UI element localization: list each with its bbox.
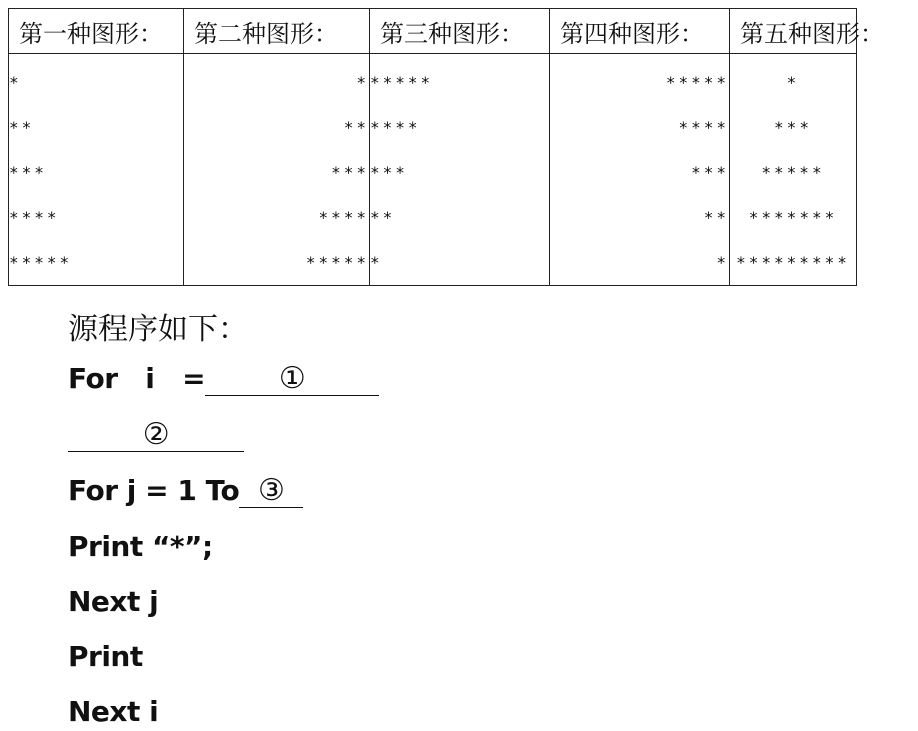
pattern-line: * xyxy=(786,73,800,92)
code-line-next-j: Next j xyxy=(68,585,159,618)
pattern-line: *** xyxy=(9,163,47,182)
header-pattern-5: 第五种图形： xyxy=(730,9,857,54)
code-line-for-i xyxy=(68,362,379,396)
header-pattern-1: 第一种图形： xyxy=(9,9,184,54)
pattern-line: ***** xyxy=(9,253,73,272)
star-pattern-table xyxy=(8,8,884,286)
pattern-line: *** xyxy=(691,163,729,182)
pattern-1-cell xyxy=(9,54,184,286)
pattern-line: ***** xyxy=(665,73,729,92)
code-line-blank-2 xyxy=(68,418,244,452)
code-text: For i = xyxy=(68,362,206,395)
table-pattern-row xyxy=(9,54,857,286)
answer-blank-3[interactable]: ③ xyxy=(239,475,303,508)
pattern-line: **** xyxy=(9,208,60,227)
pattern-5-cell xyxy=(730,54,857,286)
pattern-line: ** xyxy=(370,208,396,227)
pattern-line: ** xyxy=(703,208,729,227)
pattern-line: *** xyxy=(331,163,369,182)
answer-blank-1[interactable]: ① xyxy=(205,363,379,396)
pattern-4-cell xyxy=(550,54,730,286)
table-header-row xyxy=(9,9,857,54)
pattern-2-cell xyxy=(184,54,370,286)
code-line-print: Print xyxy=(68,640,143,673)
code-line-for-j xyxy=(68,474,303,508)
pattern-line: *** xyxy=(370,163,408,182)
code-text: For j = 1 To xyxy=(68,474,240,507)
header-pattern-4: 第四种图形： xyxy=(550,9,730,54)
answer-blank-2[interactable]: ② xyxy=(68,419,244,452)
pattern-line: ********* xyxy=(736,253,850,272)
pattern-line: * xyxy=(716,253,729,272)
pattern-line: ** xyxy=(343,118,369,137)
pattern-line: *** xyxy=(774,118,812,137)
pattern-line: ***** xyxy=(761,163,825,182)
header-pattern-2: 第二种图形： xyxy=(184,9,370,54)
pattern-line: **** xyxy=(678,118,729,137)
pattern-line: ******* xyxy=(748,208,838,227)
pattern-line: * xyxy=(9,73,22,92)
header-pattern-3: 第三种图形： xyxy=(370,9,550,54)
pattern-line: ***** xyxy=(370,73,434,92)
code-line-next-i: Next i xyxy=(68,695,159,728)
pattern-3-cell xyxy=(370,54,550,286)
code-line-print-star: Print “*”; xyxy=(68,530,213,563)
pattern-line: ***** xyxy=(305,253,369,272)
pattern-line: * xyxy=(356,73,369,92)
pattern-line: * xyxy=(370,253,383,272)
pattern-line: **** xyxy=(370,118,421,137)
pattern-line: **** xyxy=(318,208,369,227)
program-intro: 源程序如下： xyxy=(68,312,248,347)
pattern-line: ** xyxy=(9,118,35,137)
